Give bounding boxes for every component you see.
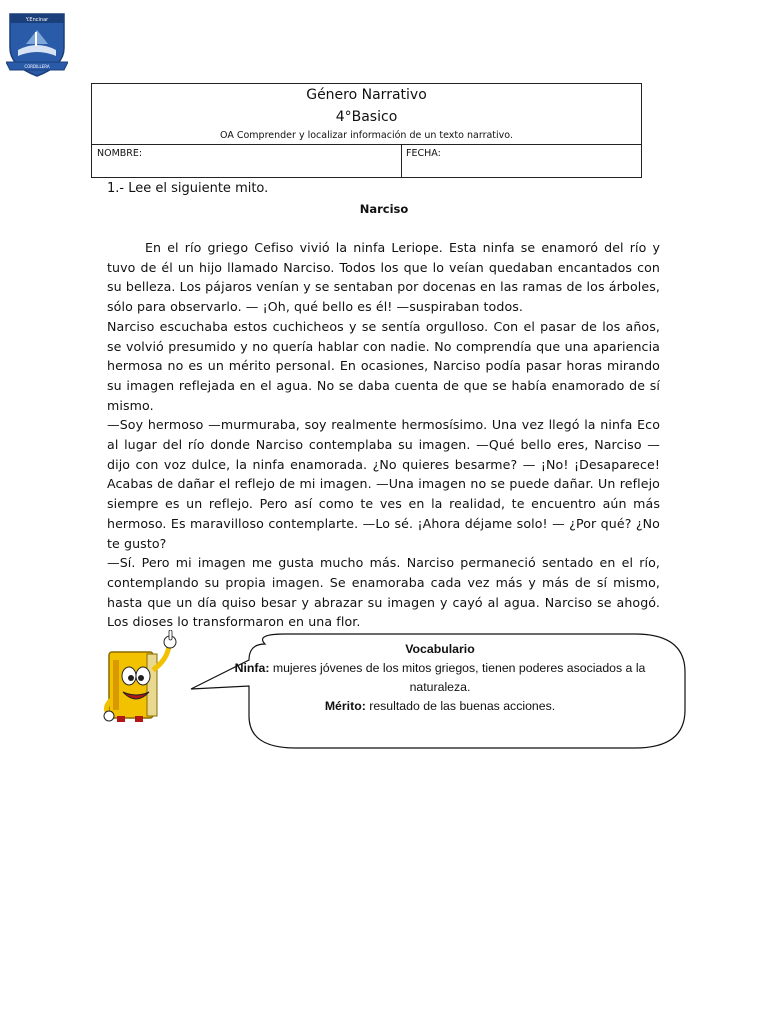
- learning-objective: OA Comprender y localizar información de un texto narrativo.: [220, 130, 513, 141]
- story-paragraph: —Sí. Pero mi imagen me gusta mucho más. Narciso permaneció sentado en el río, contemplando su propia imagen. Se enamoraba cada vez más y más de sí mismo, hasta que un día quiso besar y abrazar su imagen y cayó al agua. Narciso se ahogó. Los dioses lo transformaron en una flor.: [107, 555, 660, 630]
- vocabulary-term: Mérito:: [324, 699, 366, 713]
- table-column-divider: [401, 144, 402, 177]
- logo-text-bottom: CORDILLERA: [24, 64, 50, 69]
- worksheet-grade: 4°Basico: [335, 109, 398, 125]
- vocabulary-term: Ninfa:: [234, 661, 270, 675]
- vocabulary-definition: resultado de las buenas acciones.: [365, 699, 556, 713]
- name-field-label: NOMBRE:: [97, 148, 143, 159]
- instruction: 1.- Lee el siguiente mito.: [107, 181, 269, 196]
- date-field-label: FECHA:: [406, 148, 441, 159]
- vocabulary-box: [205, 640, 675, 716]
- school-logo: [6, 10, 68, 78]
- table-divider: [92, 144, 641, 145]
- story-title: Narciso: [359, 202, 409, 216]
- story-paragraph: Narciso escuchaba estos cuchicheos y se sentía orgulloso. Con el pasar de los años, se volvió presumido y no quería hablar con nadie. No comprendía que una apariencia hermosa no es un mérito personal. En ocasiones, Narciso podía pasar horas mirando su imagen reflejada en el agua. No se daba cuenta de que se había enamorado de sí mismo.: [107, 318, 660, 413]
- story-paragraph: —Soy hermoso —murmuraba, soy realmente hermosísimo. Una vez llegó la ninfa Eco al lugar del río donde Narciso contemplaba su imagen. —Qué bello eres, Narciso —dijo con voz dulce, la ninfa enamorada. ¿No quieres besarme? — ¡No! ¡Desaparece! Acabas de dañar el reflejo de mi imagen. —Una imagen no se puede dañar. Un reflejo siempre es un reflejo. Pero así como te ves en la realidad, te encuentro aún más hermoso. Es maravilloso contemplarte. —Lo sé. ¡Ahora déjame solo! — ¿Por qué? ¿No te gusto?: [107, 417, 660, 551]
- worksheet-title: Género Narrativo: [306, 87, 427, 103]
- vocabulary-title: Vocabulario: [405, 642, 475, 656]
- header-table: [91, 83, 642, 178]
- vocabulary-item: [205, 659, 675, 697]
- book-character-icon: [103, 630, 187, 726]
- vocabulary-definition: mujeres jóvenes de los mitos griegos, tienen poderes asociados a la naturaleza.: [269, 661, 646, 694]
- vocabulary-item: [205, 697, 675, 716]
- story-paragraph: En el río griego Cefiso vivió la ninfa Leriope. Esta ninfa se enamoró del río y tuvo de él un hijo llamado Narciso. Todos los que lo veían quedaban encantados con su belleza. Los pájaros venían y se sentaban por docenas en las ramas de los árboles, sólo para observarlo. — ¡Oh, qué bello es él! —suspiraban todos.: [107, 240, 660, 315]
- story-body: [107, 238, 660, 632]
- logo-text-top: Y.Encinar: [25, 17, 49, 23]
